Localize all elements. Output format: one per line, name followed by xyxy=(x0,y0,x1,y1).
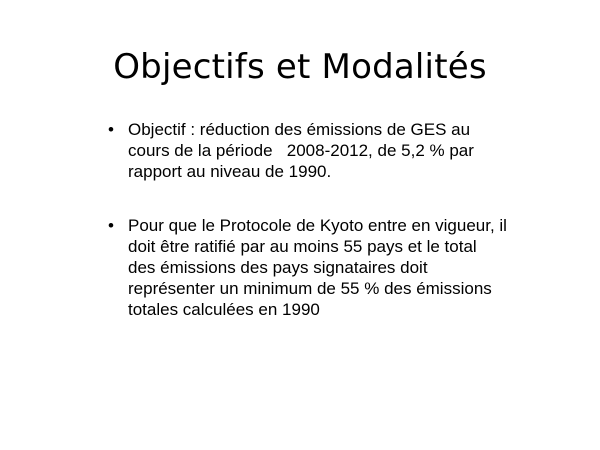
bullet-dot-icon: • xyxy=(108,216,114,235)
bullet-text: Pour que le Protocole de Kyoto entre en vigueur, il doit être ratifié par au moins 55 pays et le total des émissions des pays signataires doit représenter un minimum de 55 % des émissions totales calculées en 1990 xyxy=(128,216,507,319)
bullet-ratification xyxy=(106,215,556,320)
bullet-text: Objectif : réduction des émissions de GES au cours de la période 2008-2012, de 5,2 % par rapport au niveau de 1990. xyxy=(128,120,474,181)
slide-title: Objectifs et Modalités xyxy=(113,47,487,87)
bullet-objective xyxy=(106,119,556,182)
bullet-dot-icon: • xyxy=(108,120,114,139)
bullet-list xyxy=(106,119,556,353)
